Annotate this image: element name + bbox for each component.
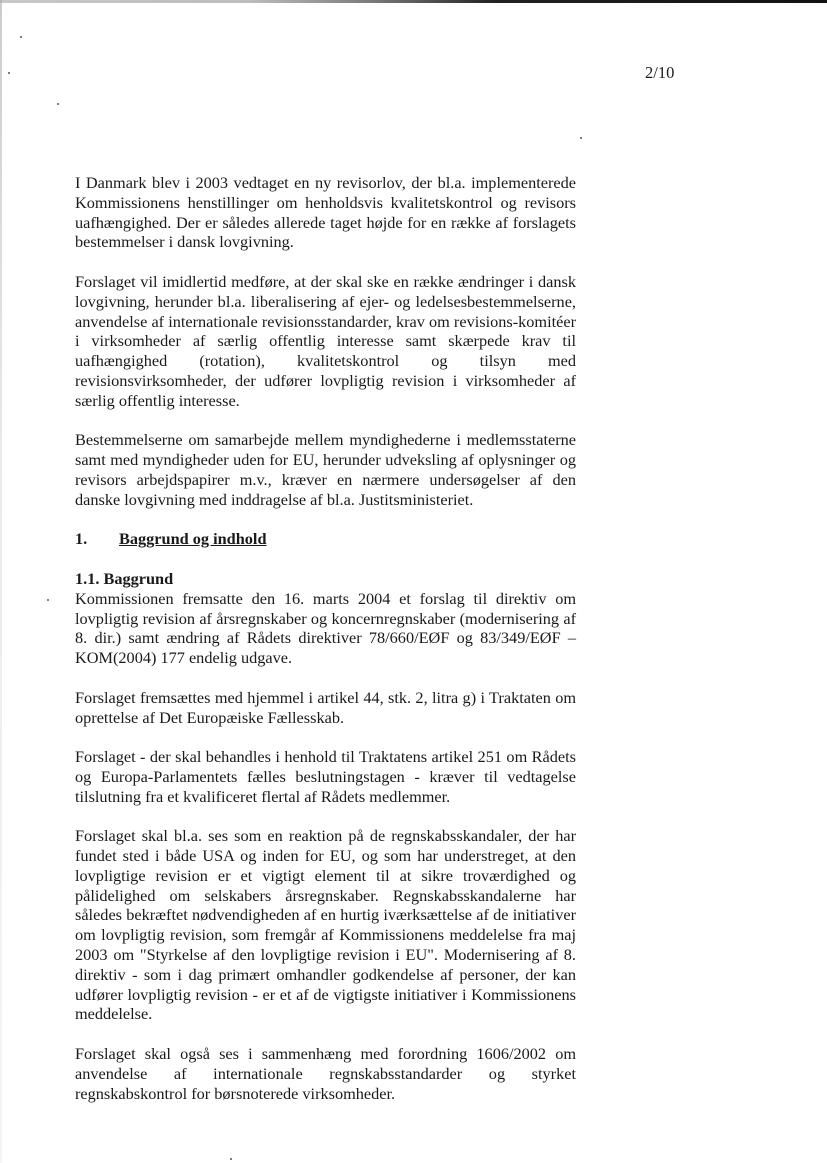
section-title: Baggrund og indhold [119, 529, 267, 549]
scan-speck [8, 72, 10, 74]
paragraph: Forslaget skal også ses i sammenhæng med forordning 1606/2002 om anvendelse af internationale regnskabsstandarder og styrket regnskabskontrol for børsnoterede virksomheder. [75, 1044, 576, 1103]
paragraph: Bestemmelserne om samarbejde mellem myndighederne i medlemsstaterne samt med myndigheder uden for EU, herunder udveksling af oplysninger og revisors arbejdspapirer m.v., kræver en nærmere undersøgelser af den danske lovgivning med inddragelse af bl.a. Justitsministeriet. [75, 430, 576, 509]
scan-edge-top [0, 0, 827, 3]
section-number: 1. [75, 529, 88, 549]
paragraph: Forslaget vil imidlertid medføre, at der skal ske en række ændringer i dansk lovgivning, herunder bl.a. liberalisering af ejer- og ledelsesbestemmelserne, anvendelse af internationale revisionsstandarder, krav om revisions-komitéer i virksomheder af særlig offentlig interesse samt skærpede krav til uafhængighed (rotation), kvalitetskontrol og tilsyn med revisionsvirksomheder, der udfører lovpligtig revision i virksomheder af særlig offentlig interesse. [75, 271, 576, 410]
paragraph: Kommissionen fremsatte den 16. marts 2004 et forslag til direktiv om lovpligtig revision af årsregnskaber og koncernregnskaber (modernisering af 8. dir.) samt ændring af Rådets direktiver 78/660/EØF og 83/349/EØF – KOM(2004) 177 endelig udgave. [75, 588, 576, 668]
document-body [75, 173, 576, 1123]
paragraph: Forslaget fremsættes med hjemmel i artikel 44, stk. 2, litra g) i Traktaten om oprettelse af Det Europæiske Fællesskab. [75, 687, 576, 727]
section-heading [75, 529, 576, 549]
scan-speck [20, 36, 22, 38]
scan-speck [57, 103, 59, 105]
scan-speck [580, 137, 582, 139]
scan-edge-left [0, 0, 2, 1163]
scan-speck [230, 1158, 232, 1160]
paragraph: Forslaget - der skal behandles i henhold til Traktatens artikel 251 om Rådets og Europa-Parlamentets fælles beslutningstagen - kræver til vedtagelse tilslutning fra et kvalificeret flertal af Rådets medlemmer. [75, 747, 576, 806]
paragraph: I Danmark blev i 2003 vedtaget en ny revisorlov, der bl.a. implementerede Kommissionens henstillinger om henholdsvis kvalitetskontrol og revisors uafhængighed. Der er således allerede taget højde for en række af forslagets bestemmelser i dansk lovgivning. [75, 173, 576, 252]
page-number: 2/10 [645, 63, 675, 82]
scan-speck [47, 599, 49, 601]
paragraph: Forslaget skal bl.a. ses som en reaktion på de regnskabsskandaler, der har fundet sted i både USA og inden for EU, og som har understreget, at den lovpligtige revision er et vigtigt element til at sikre troværdighed og pålidelighed om selskabers årsregnskaber. Regnskabsskandalerne har således bekræftet nødvendigheden af en hurtig iværksættelse af de initiativer om lovpligtig revision, som fremgår af Kommissionens meddelelse fra maj 2003 om "Styrkelse af den lovpligtige revision i EU". Modernisering af 8. direktiv - som i dag primært omhandler godkendelse af personer, der kan udfører lovpligtig revision - er et af de vigtigste initiativer i Kommissionens meddelelse. [75, 826, 576, 1024]
subsection-heading: 1.1. Baggrund [75, 568, 174, 588]
